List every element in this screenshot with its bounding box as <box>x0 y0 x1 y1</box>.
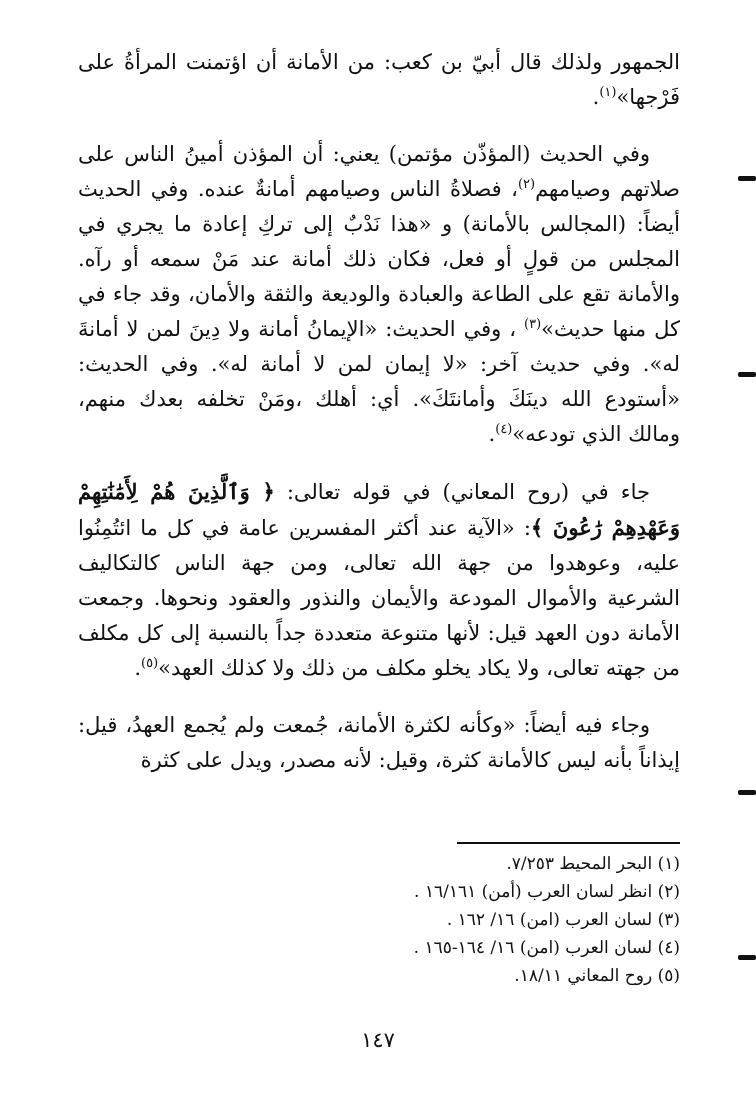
paragraph-4-text: وجاء فيه أيضاً: «وكأنه لكثرة الأمانة، جُمعت ولم يُجمع العهدُ، قيل: إيذاناً بأنه ليس كالأمانة كثرة، وقيل: لأنه مصدر، ويدل على كثرة <box>78 713 680 772</box>
main-text <box>78 45 680 778</box>
footnote-2: (٢) انظر لسان العرب (أمن) ١٦/١٦١ . <box>414 882 680 902</box>
edge-mark <box>738 955 756 960</box>
paragraph-2-tail: . <box>488 422 496 446</box>
footnote-ref-1: (١) <box>599 85 617 100</box>
paragraph-1-text: الجمهور ولذلك قال أبيّ بن كعب: من الأمانة أن اؤتمنت المرأةُ على فَرْجها» <box>78 50 680 109</box>
footnote-ref-3: (٣) <box>524 317 542 332</box>
paragraph-3-text: جاء في (روح المعاني) في قوله تعالى: <box>274 480 650 504</box>
footnotes <box>200 850 680 990</box>
page-number: ١٤٧ <box>361 1028 395 1052</box>
paragraph-4 <box>78 708 680 778</box>
edge-mark <box>738 372 756 377</box>
footnote-5: (٥) روح المعاني ١٨/١١. <box>514 966 680 986</box>
paragraph-2 <box>78 137 680 452</box>
footnote-1: (١) البحر المحيط ٧/٢٥٣. <box>506 854 680 874</box>
paragraph-2-text-b: ، فصلاةُ الناس وصيامهم أمانةٌ عنده. وفي الحديث أيضاً: (المجالس بالأمانة) و «هذا نَدْبٌ إلى تركِ إعادة ما يجري في المجلس من قولٍ أو فعل، فكان ذلك أمانة عند مَنْ سمعه أو رآه. والأمانة تقع على الطاعة والعبادة والوديعة والثقة والأمان، وقد جاء في كل منها حديث» <box>78 177 680 341</box>
footnote-ref-4: (٤) <box>495 422 513 437</box>
footnote-ref-5: (٥) <box>141 656 159 671</box>
paragraph-3 <box>78 474 680 686</box>
footnote-3: (٣) لسان العرب (امن) ١٦/ ١٦٢ . <box>446 910 680 930</box>
paragraph-2-text: وفي الحديث (المؤذّن مؤتمن) يعني: أن المؤذن أمينُ الناس على صلاتهم وصيامهم <box>78 142 680 201</box>
footnote-separator <box>457 842 680 844</box>
quran-verse: ﴿ وَٱلَّذِينَ هُمْ لِأَمَٰنَٰتِهِمْ وَعَهْدِهِمْ رَٰعُونَ ﴾ <box>78 479 680 540</box>
paragraph-1 <box>78 45 680 115</box>
paragraph-1-tail: . <box>592 85 600 109</box>
edge-mark <box>738 176 756 181</box>
edge-mark <box>738 790 756 795</box>
footnote-ref-2: (٢) <box>517 177 536 192</box>
paragraph-3-text-b: : «الآية عند أكثر المفسرين عامة في كل ما ائتُمِنُوا عليه، وعوهدوا من جهة الله تعالى، ومن جهة الناس كالتكاليف الشرعية والأموال المودعة والأيمان والنذور والعقود ونحوها. وجمعت الأمانة دون العهد قيل: لأنها متنوعة متعددة جداً بالنسبة إلى كل مكلف من جهته تعالى، ولا يكاد يخلو مكلف من ذلك ولا كذلك العهد» <box>78 516 680 680</box>
paragraph-3-tail: . <box>134 656 141 680</box>
footnote-4: (٤) لسان العرب (امن) ١٦/ ١٦٤-١٦٥ . <box>413 938 680 958</box>
paragraph-2-text-c: ، وفي الحديث: «الإيمانُ أمانة ولا دِينَ لمن لا أمانةَ له». وفي حديث آخر: «لا إيمان لمن لا أمانة له». وفي الحديث: «أستودع الله دينَكَ وأمانتَكَ». أي: أهلك ،ومَنْ تخلفه بعدك منهم، ومالك الذي تودعه» <box>78 317 680 446</box>
